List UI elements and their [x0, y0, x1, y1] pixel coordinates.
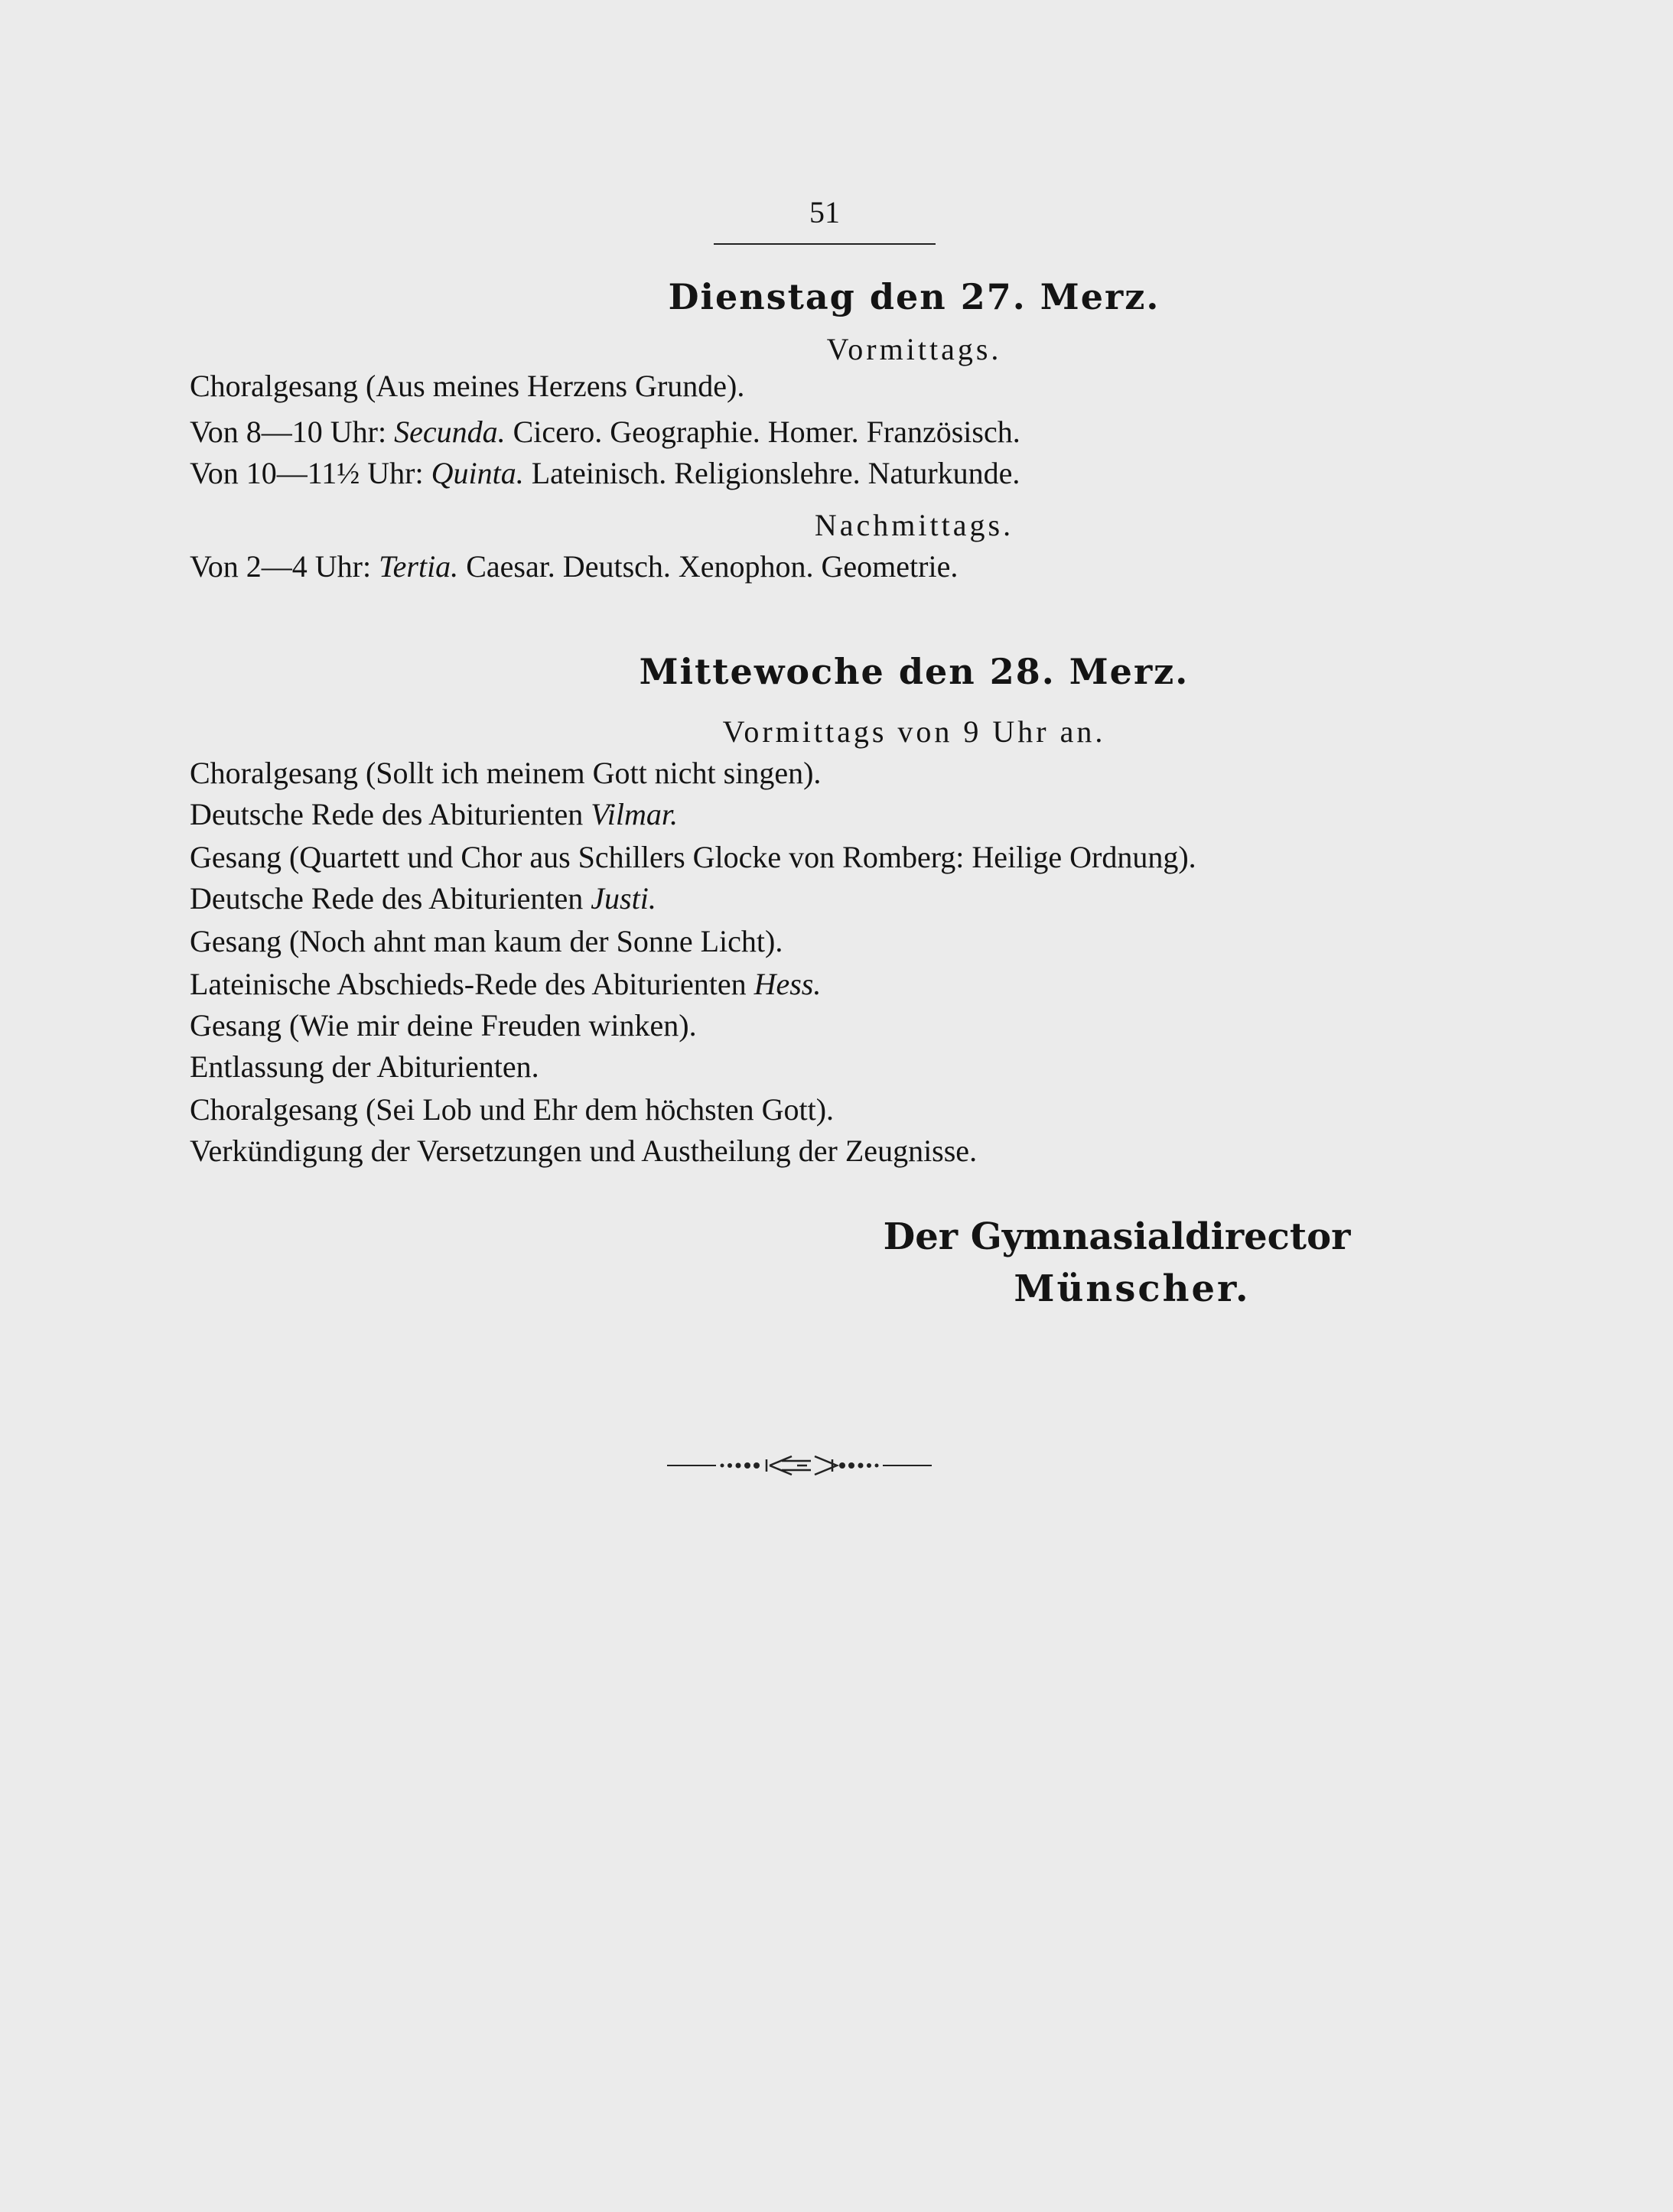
page-number-rule: [714, 243, 936, 245]
programme-line: Gesang (Wie mir deine Freuden winken).: [190, 1008, 697, 1043]
programme-line: Entlassung der Abiturienten.: [190, 1049, 539, 1084]
programme-line: Lateinische Abschieds-Rede des Abiturienten Hess.: [190, 967, 822, 1001]
ornamental-divider-icon: [666, 1450, 933, 1481]
programme-line: Deutsche Rede des Abiturienten Vilmar.: [190, 797, 679, 831]
page-number: 51: [809, 195, 840, 229]
programme-line: Gesang (Noch ahnt man kaum der Sonne Licht).: [190, 924, 783, 958]
section-heading-tuesday: Dienstag den 27. Merz.: [668, 276, 1160, 317]
programme-line: Deutsche Rede des Abiturienten Justi.: [190, 881, 656, 916]
programme-line: Verkündigung der Versetzungen und Austheilung der Zeugnisse.: [190, 1134, 978, 1168]
subheading-morning: Vormittags.: [826, 332, 1002, 366]
programme-line: Choralgesang (Sei Lob und Ehr dem höchsten Gott).: [190, 1092, 835, 1127]
schedule-line: Von 2—4 Uhr: Tertia. Caesar. Deutsch. Xenophon. Geometrie.: [190, 549, 959, 584]
schedule-line: Von 8—10 Uhr: Secunda. Cicero. Geographie. Homer. Französisch.: [190, 415, 1020, 449]
programme-line: Gesang (Quartett und Chor aus Schillers Glocke von Romberg: Heilige Ordnung).: [190, 840, 1196, 874]
programme-line: Choralgesang (Sollt ich meinem Gott nicht singen).: [190, 756, 822, 790]
subheading-afternoon: Nachmittags.: [814, 508, 1014, 542]
signature-title: Der Gymnasialdirector: [883, 1215, 1351, 1258]
schedule-line: Choralgesang (Aus meines Herzens Grunde).: [190, 369, 745, 403]
signature-name: Münscher.: [1014, 1267, 1251, 1310]
section-heading-wednesday: Mittewoche den 28. Merz.: [639, 651, 1190, 692]
schedule-line: Von 10—11½ Uhr: Quinta. Lateinisch. Religionslehre. Naturkunde.: [190, 456, 1020, 490]
subheading-morning-from-9: Vormittags von 9 Uhr an.: [722, 714, 1106, 749]
